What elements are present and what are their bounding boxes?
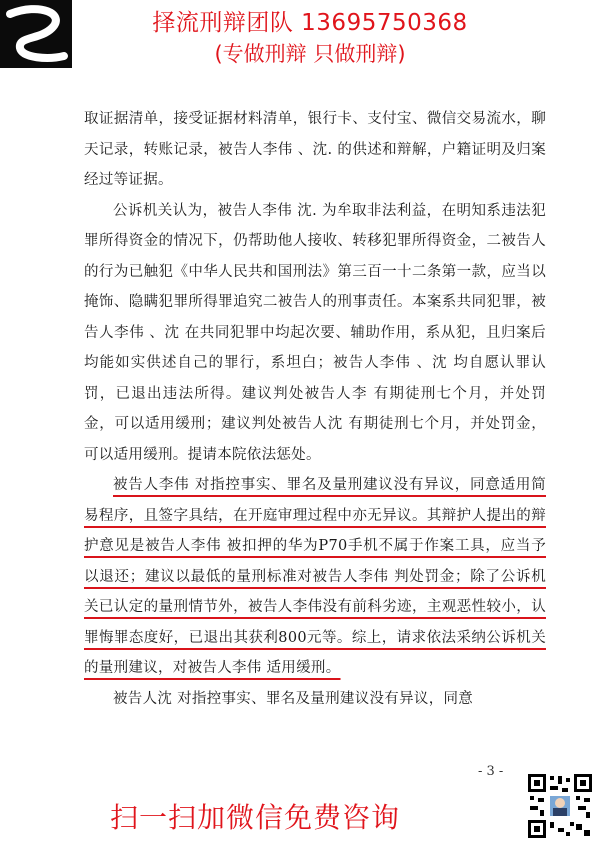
paragraph-prosecution: 公诉机关认为，被告人李伟 沈. 为牟取非法利益，在明知系违法犯罪所得资金的情况下，仍帮助他人接收、转移犯罪所得资金，二被告人的行为已触犯《中华人民共和国刑法》第三百一十二条第一款，应当以掩饰、隐瞒犯罪所得罪追究二被告人的刑事责任。本案系共同犯罪，被告人李伟 、沈 在共同犯罪中均起次要、辅助作用，系从犯，且归案后均能如实供述自己的罪行，系坦白；被告人李伟 、沈 均自愿认罪认罚，已退出违法所得。建议判处被告人李 有期徒刑七个月，并处罚金，可以适用缓刑；建议判处被告人沈 有期徒刑七个月，并处罚金，可以适用缓刑。提请本院依法惩处。 — [84, 202, 546, 463]
page-number: - 3 - — [478, 764, 504, 779]
footer-wechat-consult: 扫一扫加微信免费咨询 — [110, 801, 401, 834]
paragraph-defendant-li: 被告人李伟 对指控事实、罪名及量刑建议没有异议，同意适用简易程序，且签字具结，在开庭审理过程中亦无异议。其辩护人提出的辩护意见是被告人李伟 被扣押的华为P70手机不属于作案工具，应当予以退还；建议以最低的量刑标准对被告人李伟 判处罚金；除了公诉机关已认定的量刑情节外，被告人李伟没有前科劣迹，主观恶性较小，认罪悔罪态度好，已退出其获利800元等。综上，请求依法采纳公诉机关的量刑建议，对被告人李伟 适用缓刑。 — [84, 477, 546, 676]
document-body — [84, 104, 546, 714]
logo-icon — [0, 0, 72, 68]
paragraph-evidence: 取证据清单，接受证据材料清单，银行卡、支付宝、微信交易流水，聊天记录，转账记录，被告人李伟 、沈. 的供述和辩解，户籍证明及归案经过等证据。 — [84, 111, 546, 188]
header-title: 择流刑辩团队 13695750368 — [152, 10, 468, 36]
qr-code-icon[interactable] — [526, 772, 594, 840]
header-subtitle: (专做刑辩 只做刑辩) — [214, 42, 406, 66]
paragraph-defendant-shen: 被告人沈 对指控事实、罪名及量刑建议没有异议，同意 — [113, 690, 474, 707]
